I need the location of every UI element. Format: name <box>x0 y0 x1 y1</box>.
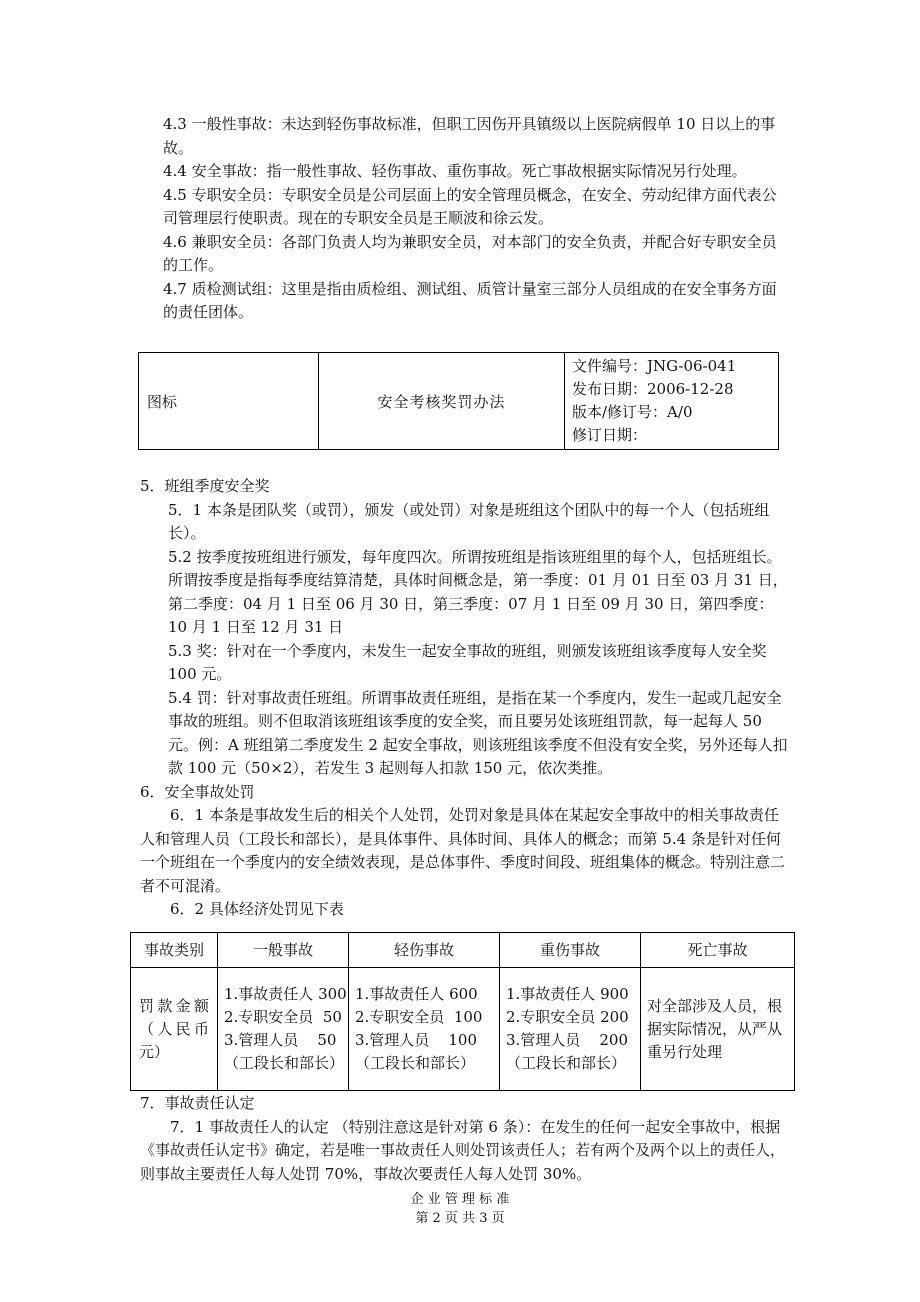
page-number: 第 2 页 共 3 页 <box>415 1211 505 1226</box>
serious-line-4: （工段长和部长） <box>506 1054 627 1072</box>
document-header-table <box>138 352 779 450</box>
doc-number: 文件编号：JNG-06-041 <box>572 357 737 375</box>
para-4-5: 4.5 专职安全员：专职安全员是公司层面上的安全管理员概念，在安全、劳动纪律方面代表公司管理层行使职责。现在的专职安全员是王顺波和徐云发。 <box>163 185 777 227</box>
minor-line-3: 3.管理人员 100 <box>355 1031 478 1049</box>
section-7-heading: 7．事故责任认定 <box>140 1094 255 1112</box>
col-header-general: 一般事故 <box>218 933 349 968</box>
sections-5-6 <box>140 475 790 922</box>
para-7-1: 7．1 事故责任人的认定 （特别注意这是针对第 6 条）：在发生的任何一起安全事故中，根据《事故责任认定书》确定，若是唯一事故责任人则处罚该责任人；若有两个及两个以上的责任人，则事故主要责任人每人处罚 70%，事故次要责任人每人处罚 30%。 <box>140 1117 786 1183</box>
definitions-block <box>163 113 791 325</box>
cell-serious <box>500 968 641 1091</box>
para-6-2: 6．2 具体经济处罚见下表 <box>170 900 344 918</box>
para-6-1: 6．1 本条是事故发生后的相关个人处罚，处罚对象是具体在某起安全事故中的相关事故责任人和管理人员（工段长和部长），是具体事件、具体时间、具体人的概念；而第 5.4 条是针对任何一个班组在一个季度内的安全绩效表现，是总体事件、季度时间段、班组集体的概念。特别注意二者不可混淆。 <box>140 806 786 895</box>
col-header-death: 死亡事故 <box>641 933 795 968</box>
para-4-6: 4.6 兼职安全员：各部门负责人均为兼职安全员，对本部门的安全负责，并配合好专职安全员的工作。 <box>163 232 777 274</box>
serious-line-2: 2.专职安全员 200 <box>506 1008 629 1026</box>
para-4-3: 4.3 一般性事故：未达到轻伤事故标准，但职工因伤开具镇级以上医院病假单 10 日以上的事故。 <box>163 115 776 157</box>
section-7 <box>140 1092 790 1186</box>
fine-table-row <box>131 968 795 1091</box>
section-5-heading: 5．班组季度安全奖 <box>140 477 270 495</box>
publish-date: 发布日期：2006-12-28 <box>572 380 734 398</box>
serious-line-3: 3.管理人员 200 <box>506 1031 629 1049</box>
document-title: 安全考核奖罚办法 <box>319 353 565 450</box>
row-label-fine-amount: 罚款金额（人民币元） <box>131 968 218 1091</box>
general-line-4: （工段长和部长） <box>224 1054 345 1072</box>
para-4-4: 4.4 安全事故：指一般性事故、轻伤事故、重伤事故。死亡事故根据实际情况另行处理。 <box>163 162 747 180</box>
serious-line-1: 1.事故责任人 900 <box>506 985 629 1003</box>
para-5-1: 5．1 本条是团队奖（或罚），颁发（或处罚）对象是班组这个团队中的每一个人（包括班组长）。 <box>168 500 770 542</box>
col-header-category: 事故类别 <box>131 933 218 968</box>
fine-table-header-row <box>131 933 795 968</box>
fine-table <box>130 932 795 1091</box>
col-header-minor: 轻伤事故 <box>349 933 500 968</box>
minor-line-2: 2.专职安全员 100 <box>355 1008 483 1026</box>
section-6-heading: 6．安全事故处罚 <box>140 782 255 801</box>
cell-minor <box>349 968 500 1091</box>
revision-date: 修订日期： <box>572 426 648 444</box>
logo-placeholder: 图标 <box>139 353 319 450</box>
minor-line-4: （工段长和部长） <box>355 1054 476 1072</box>
para-4-7: 4.7 质检测试组：这里是指由质检组、测试组、质管计量室三部分人员组成的在安全事务方面的责任团体。 <box>163 279 777 321</box>
version-number: 版本/修订号：A/0 <box>572 403 693 421</box>
general-line-3: 3.管理人员 50 <box>224 1031 337 1049</box>
col-header-serious: 重伤事故 <box>500 933 641 968</box>
general-line-2: 2.专职安全员 50 <box>224 1008 342 1026</box>
cell-general <box>218 968 349 1091</box>
general-line-1: 1.事故责任人 300 <box>224 985 347 1003</box>
para-5-4: 5.4 罚：针对事故责任班组。所谓事故责任班组，是指在某一个季度内，发生一起或几起安全事故的班组。则不但取消该班组该季度的安全奖，而且要另处该班组罚款，每一起每人 50 元。例：A 班组第二季度发生 2 起安全事故，则该班组该季度不但没有安全奖，另外还每人扣款 100 元（50×2），若发生 3 起则每人扣款 150 元，依次类推。 <box>168 688 788 777</box>
footer-standard-label: 企 业 管 理 标 准 <box>410 1192 510 1207</box>
page-footer <box>0 1190 920 1228</box>
para-5-3: 5.3 奖：针对在一个季度内，未发生一起安全事故的班组，则颁发该班组该季度每人安全奖 100 元。 <box>168 641 767 683</box>
document-meta <box>565 353 779 450</box>
cell-death: 对全部涉及人员，根据实际情况，从严从重另行处理 <box>641 968 795 1091</box>
para-5-2: 5.2 按季度按班组进行颁发，每年度四次。所谓按班组是指该班组里的每个人，包括班组长。所谓按季度是指每季度结算清楚，具体时间概念是，第一季度：01 月 01 日至 03 月 31 日，第二季度：04 月 1 日至 06 月 30 日，第三季度：07 月 1 日至 09 月 30 日，第四季度：10 月 1 日至 12 月 31 日 <box>168 547 788 636</box>
minor-line-1: 1.事故责任人 600 <box>355 985 478 1003</box>
